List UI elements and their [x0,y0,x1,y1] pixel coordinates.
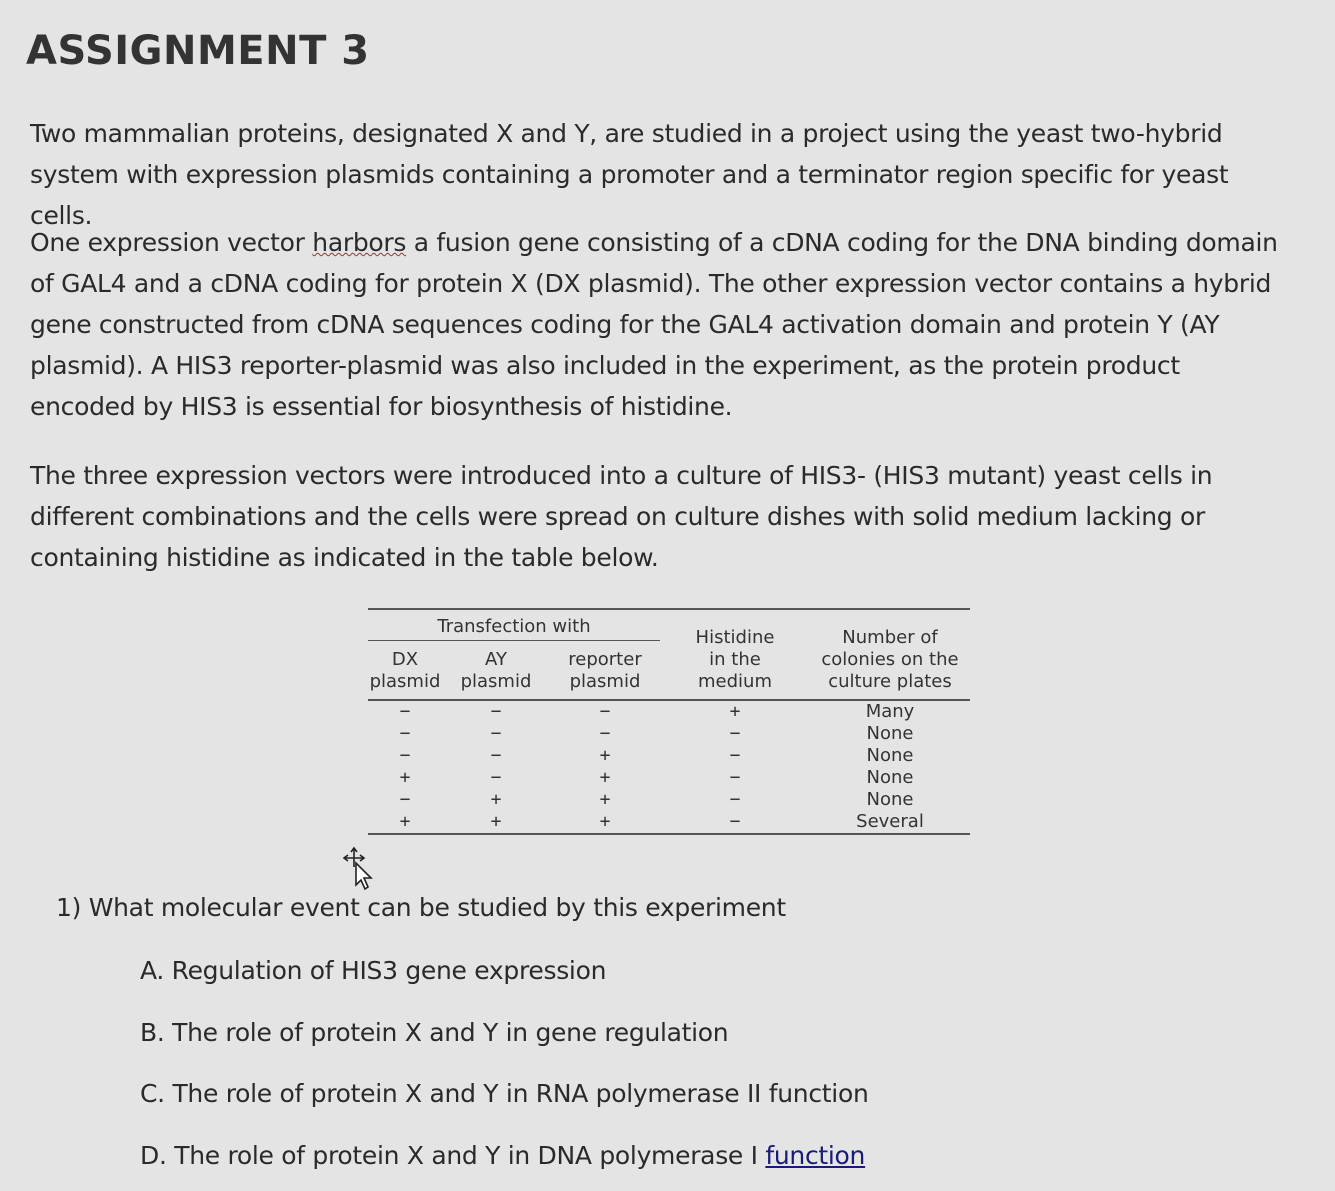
table-row: + + + − Several [368,811,970,834]
question-1: 1) What molecular event can be studied by this experiment [56,893,786,922]
option-d[interactable] [140,1141,865,1170]
option-a[interactable]: A. Regulation of HIS3 gene expression [140,956,607,985]
paragraph-vectors-start: One expression vector [30,228,313,257]
header-reporter: reporter plasmid [568,649,642,692]
header-ay: AY plasmid [460,649,532,692]
table-row: − − − − None [399,723,914,744]
spellcheck-word[interactable]: harbors [312,228,407,257]
header-colonies: Number of colonies on the culture plates [821,627,959,692]
header-transfection: Transfection with [368,609,660,641]
option-c[interactable]: C. The role of protein X and Y in RNA polymerase II function [140,1079,869,1108]
results-table [368,608,970,835]
paragraph-vectors [30,222,1280,427]
paragraph-vectors-rest: a fusion gene consisting of a cDNA coding for the DNA binding domain of GAL4 and a cDNA coding for protein X (DX plasmid). The other expression vector contains a hybrid gene constructed from cDNA sequences coding for the GAL4 activation domain and protein Y (AY plasmid). A HIS3 reporter-plasmid was also included in the experiment, as the protein product encoded by HIS3 is essential for biosynthesis of histidine. [30,228,1278,421]
option-d-text: D. The role of protein X and Y in DNA polymerase I [140,1141,766,1170]
header-dx: DX plasmid [369,649,441,692]
paragraph-intro: Two mammalian proteins, designated X and Y, are studied in a project using the yeast two-hybrid system with expression plasmids containing a promoter and a terminator region specific for yeast cells. [30,119,1229,230]
table-row: − + + − None [399,789,914,810]
table-row: − − − + Many [399,701,915,722]
header-histidine: Histidine in the medium [695,627,775,692]
function-link[interactable]: function [765,1141,866,1170]
move-cursor-icon [338,845,378,891]
option-b[interactable]: B. The role of protein X and Y in gene regulation [140,1018,729,1047]
page-title: ASSIGNMENT 3 [26,28,370,74]
table-row: − − + − None [399,745,914,766]
paragraph-experiment: The three expression vectors were introduced into a culture of HIS3- (HIS3 mutant) yeast cells in different combinations and the cells were spread on culture dishes with solid medium lacking or containing histidine as indicated in the table below. [30,461,1213,572]
table-row: + − + − None [399,767,914,788]
